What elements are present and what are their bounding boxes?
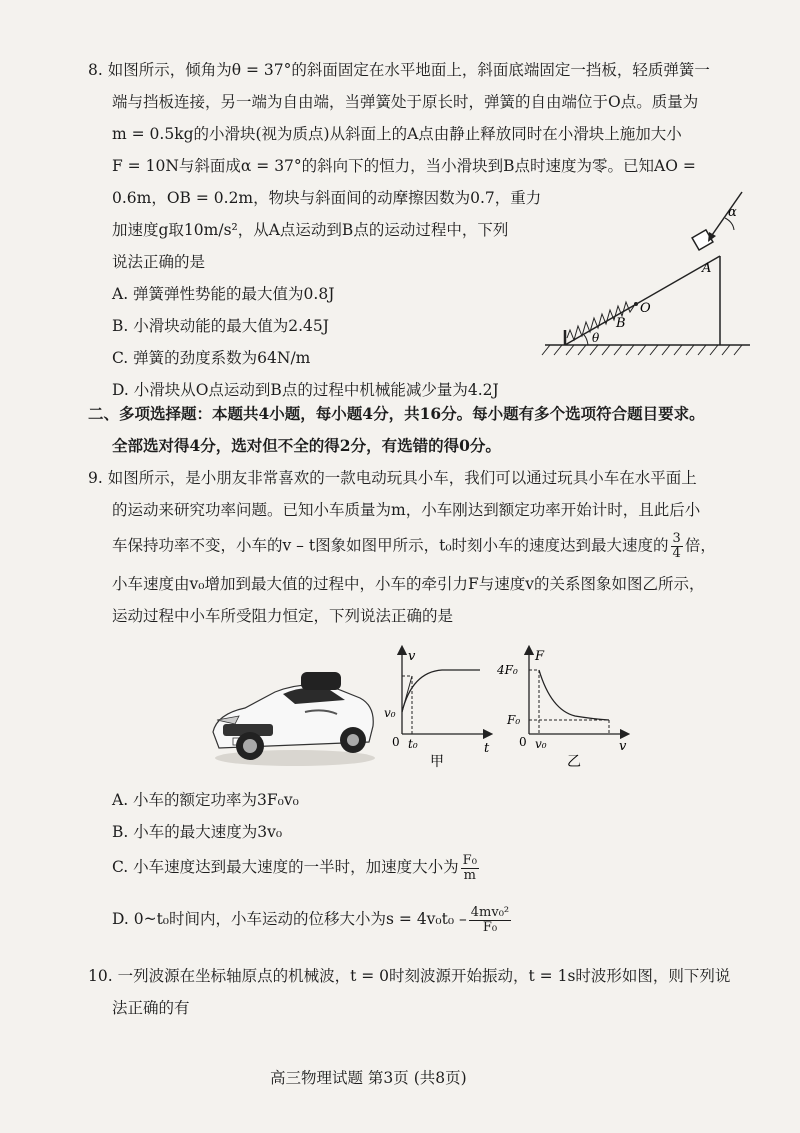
alpha-label: α <box>728 205 737 220</box>
point-o-label: O <box>640 301 651 316</box>
q9-line-5: 运动过程中小车所受阻力恒定，下列说法正确的是 <box>112 607 454 625</box>
yi-f0-label: F₀ <box>507 713 521 727</box>
q9-option-c-fraction: $\frac{\text{F₀}}{m}$ <box>462 852 477 883</box>
q9-option-d <box>112 904 513 935</box>
jia-vt-curve <box>402 670 480 712</box>
q9-option-c-text: C. 小车速度达到最大速度的一半时，加速度大小为 <box>112 858 459 876</box>
chart-yi <box>495 640 635 772</box>
jia-origin-label: 0 <box>392 735 400 749</box>
q8-line-6: 加速度g取10m/s²，从A点运动到B点的运动过程中，下列 <box>112 221 509 239</box>
q8-option-c: C. 弹簧的劲度系数为64N/m <box>112 349 311 367</box>
theta-arc <box>584 335 588 345</box>
jia-t0-label: t₀ <box>408 737 418 751</box>
ground-hatching <box>542 345 742 355</box>
jia-t-label: t <box>484 741 490 756</box>
point-a-label: A <box>702 261 712 276</box>
section-2-instructions: 全部选对得4分，选对但不全的得2分，有选错的得0分。 <box>112 436 501 455</box>
theta-label: θ <box>592 331 600 345</box>
yi-v0-label: v₀ <box>535 737 547 751</box>
q8-line-3: m = 0.5kg的小滑块(视为质点)从斜面上的A点由静止释放同时在小滑块上施加大小 <box>112 125 682 143</box>
q9-option-c <box>112 852 481 883</box>
q9-option-d-fraction: $\frac{\text{4mv₀²}}{\text{F₀}}$ <box>470 904 510 935</box>
q8-line-2: 端与挡板连接，另一端为自由端，当弹簧处于原长时，弹簧的自由端位于O点。质量为 <box>112 93 699 111</box>
q10-line-2: 法正确的有 <box>112 999 190 1017</box>
point-b-label: B <box>616 316 626 331</box>
section-2-title: 二、多项选择题：本题共4小题，每小题4分，共16分。每小题有多个选项符合题目要求。 <box>88 404 705 423</box>
q9-line-3-text: 车保持功率不变，小车的v – t图象如图甲所示，t₀时刻小车的速度达到最大速度的 <box>112 536 669 555</box>
yi-v-label: v <box>619 739 627 754</box>
q8-option-a: A. 弹簧弹性势能的最大值为0.8J <box>112 285 335 303</box>
point-o-marker <box>634 302 638 306</box>
q9-line-3: 车保持功率不变，小车的v – t图象如图甲所示，t₀时刻小车的速度达到最大速度的 $\frac{3}{4}$ 倍， <box>112 531 716 561</box>
chart-jia <box>380 640 495 772</box>
yi-fv-curve <box>539 670 609 720</box>
q8-line-7: 说法正确的是 <box>112 253 206 271</box>
q8-line-5: 0.6m，OB = 0.2m，物块与斜面间的动摩擦因数为0.7，重力 <box>112 189 542 207</box>
q9-line-1: 9. 如图所示，是小朋友非常喜欢的一款电动玩具小车，我们可以通过玩具小车在水平面上 <box>88 469 697 487</box>
q8-line-4: F = 10N与斜面成α = 37°的斜向下的恒力，当小滑块到B点时速度为零。已知AO = <box>112 157 696 175</box>
q9-line-4: 小车速度由v₀增加到最大值的过程中，小车的牵引力F与速度v的关系图象如图乙所示， <box>112 575 705 593</box>
q9-option-a: A. 小车的额定功率为3F₀v₀ <box>112 791 299 809</box>
q8-line-1: 8. 如图所示，倾角为θ = 37°的斜面固定在水平地面上，斜面底端固定一挡板，轻质弹簧一 <box>88 61 710 79</box>
incline-figure <box>540 180 760 360</box>
yi-caption: 乙 <box>567 754 581 770</box>
three-quarters-fraction: $\frac{3}{4}$ <box>672 531 681 561</box>
yi-f-label: F <box>535 649 545 664</box>
jia-v0-label: v₀ <box>384 706 396 720</box>
q9-option-d-text: D. 0~t₀时间内，小车运动的位移大小为s = 4v₀t₀ – <box>112 910 467 928</box>
yi-origin-label: 0 <box>519 735 527 749</box>
jia-v-label: v <box>408 649 416 664</box>
jia-tangent-line <box>402 676 412 712</box>
jia-caption: 甲 <box>430 754 444 770</box>
q8-option-d: D. 小滑块从O点运动到B点的过程中机械能减少量为4.2J <box>112 381 499 399</box>
q10-line-1: 10. 一列波源在坐标轴原点的机械波，t = 0时刻波源开始振动，t = 1s时波形如图，则下列说 <box>88 967 731 985</box>
force-arrow-line <box>710 192 742 238</box>
page-footer: 高三物理试题 第3页 (共8页) <box>270 1069 467 1087</box>
q9-line-2: 的运动来研究功率问题。已知小车质量为m，小车刚达到额定功率开始计时，且此后小 <box>112 501 701 519</box>
yi-4f0-label: 4F₀ <box>497 663 518 677</box>
toy-car-image <box>205 662 380 772</box>
q8-option-b: B. 小滑块动能的最大值为2.45J <box>112 317 329 335</box>
q9-option-b: B. 小车的最大速度为3v₀ <box>112 823 283 841</box>
